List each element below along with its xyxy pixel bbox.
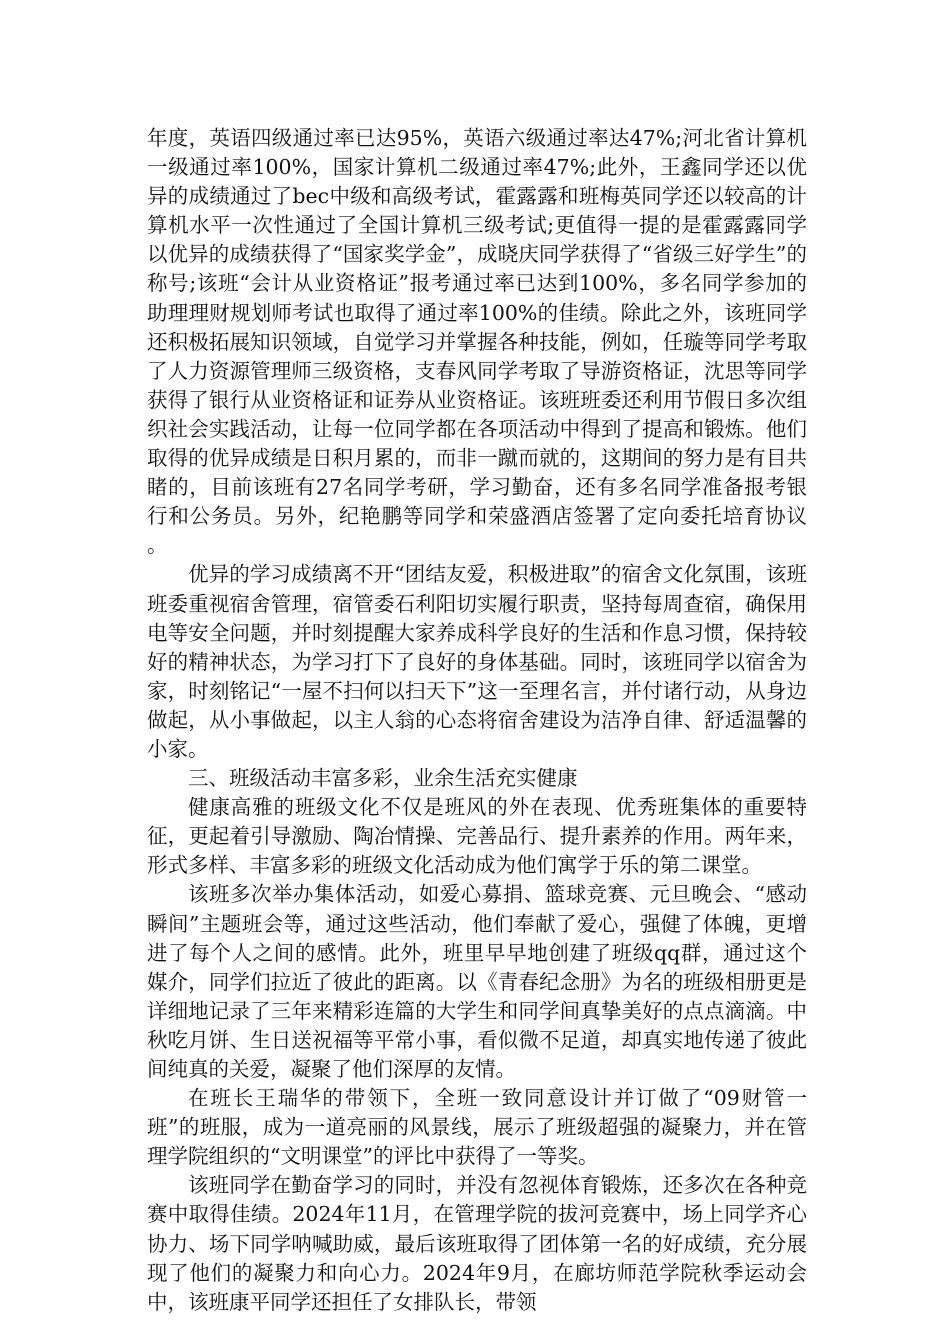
document-body [147, 124, 807, 1317]
paragraph-continuation: 年度，英语四级通过率已达95%，英语六级通过率达47%;河北省计算机一级通过率100%，国家计算机二级通过率47%;此外，王鑫同学还以优异的成绩通过了bec中级和高级考试，霍露露和班梅英同学还以较高的计算机水平一次性通过了全国计算机三级考试;更值得一提的是霍露露同学以优异的成绩获得了“国家奖学金”，成晓庆同学获得了“省级三好学生”的称号;该班“会计从业资格证”报考通过率已达到100%，多名同学参加的助理理财规划师考试也取得了通过率100%的佳绩。除此之外，该班同学还积极拓展知识领域，自觉学习并掌握各种技能，例如，任璇等同学考取了人力资源管理师三级资格，支春风同学考取了导游资格证，沈思等同学获得了银行从业资格证和证券从业资格证。该班班委还利用节假日多次组织社会实践活动，让每一位同学都在各项活动中得到了提高和锻炼。他们取得的优异成绩是日积月累的，而非一蹴而就的，这期间的努力是有目共睹的，目前该班有27名同学考研，学习勤奋，还有多名同学准备报考银行和公务员。另外，纪艳鹏等同学和荣盛酒店签署了定向委托培育协议 。 [147, 126, 807, 558]
paragraph-dormitory-culture: 优异的学习成绩离不开“团结友爱，积极进取”的宿舍文化氛围，该班班委重视宿舍管理，宿管委石利阳切实履行职责，坚持每周查宿，确保用电等安全问题，并时刻提醒大家养成科学良好的生活和作息习惯，保持较好的精神状态，为学习打下了良好的身体基础。同时，该班同学以宿舍为家，时刻铭记“一屋不扫何以扫天下”这一至理名言，并付诸行动，从身边做起，从小事做起，以主人翁的心态将宿舍建设为洁净自律、舒适温馨的小家。 [147, 562, 807, 761]
paragraph-class-culture: 健康高雅的班级文化不仅是班风的外在表现、优秀班集体的重要特征，更起着引导激励、陶冶情操、完善品行、提升素养的作用。两年来，形式多样、丰富多彩的班级文化活动成为他们寓学于乐的第二课堂。 [147, 795, 807, 878]
section-heading-class-activities: 三、班级活动丰富多彩，业余生活充实健康 [188, 766, 578, 791]
paragraph-class-uniform: 在班长王瑞华的带领下，全班一致同意设计并订做了“09财管一班”的班服，成为一道亮丽的风景线，展示了班级超强的凝聚力，并在管理学院组织的“文明课堂”的评比中获得了一等奖。 [147, 1086, 807, 1169]
paragraph-sports: 该班同学在勤奋学习的同时，并没有忽视体育锻炼，还多次在各种竞赛中取得佳绩。2024年11月，在管理学院的拔河竞赛中，场上同学齐心协力、场下同学呐喊助威，最后该班取得了团体第一名的好成绩，充分展现了他们的凝聚力和向心力。2024年9月，在廊坊师范学院秋季运动会中，该班康平同学还担任了女排队长，带领 [147, 1173, 807, 1314]
paragraph-collective-activities: 该班多次举办集体活动，如爱心募捐、篮球竞赛、元旦晚会、“感动瞬间”主题班会等，通过这些活动，他们奉献了爱心，强健了体魄，更增进了每个人之间的感情。此外，班里早早地创建了班级qq群，通过这个媒介，同学们拉近了彼此的距离。以《青春纪念册》为名的班级相册更是详细地记录了三年来精彩连篇的大学生和同学间真挚美好的点点滴滴。中秋吃月饼、生日送祝福等平常小事，看似微不足道，却真实地传递了彼此间纯真的关爱，凝聚了他们深厚的友情。 [147, 882, 807, 1081]
